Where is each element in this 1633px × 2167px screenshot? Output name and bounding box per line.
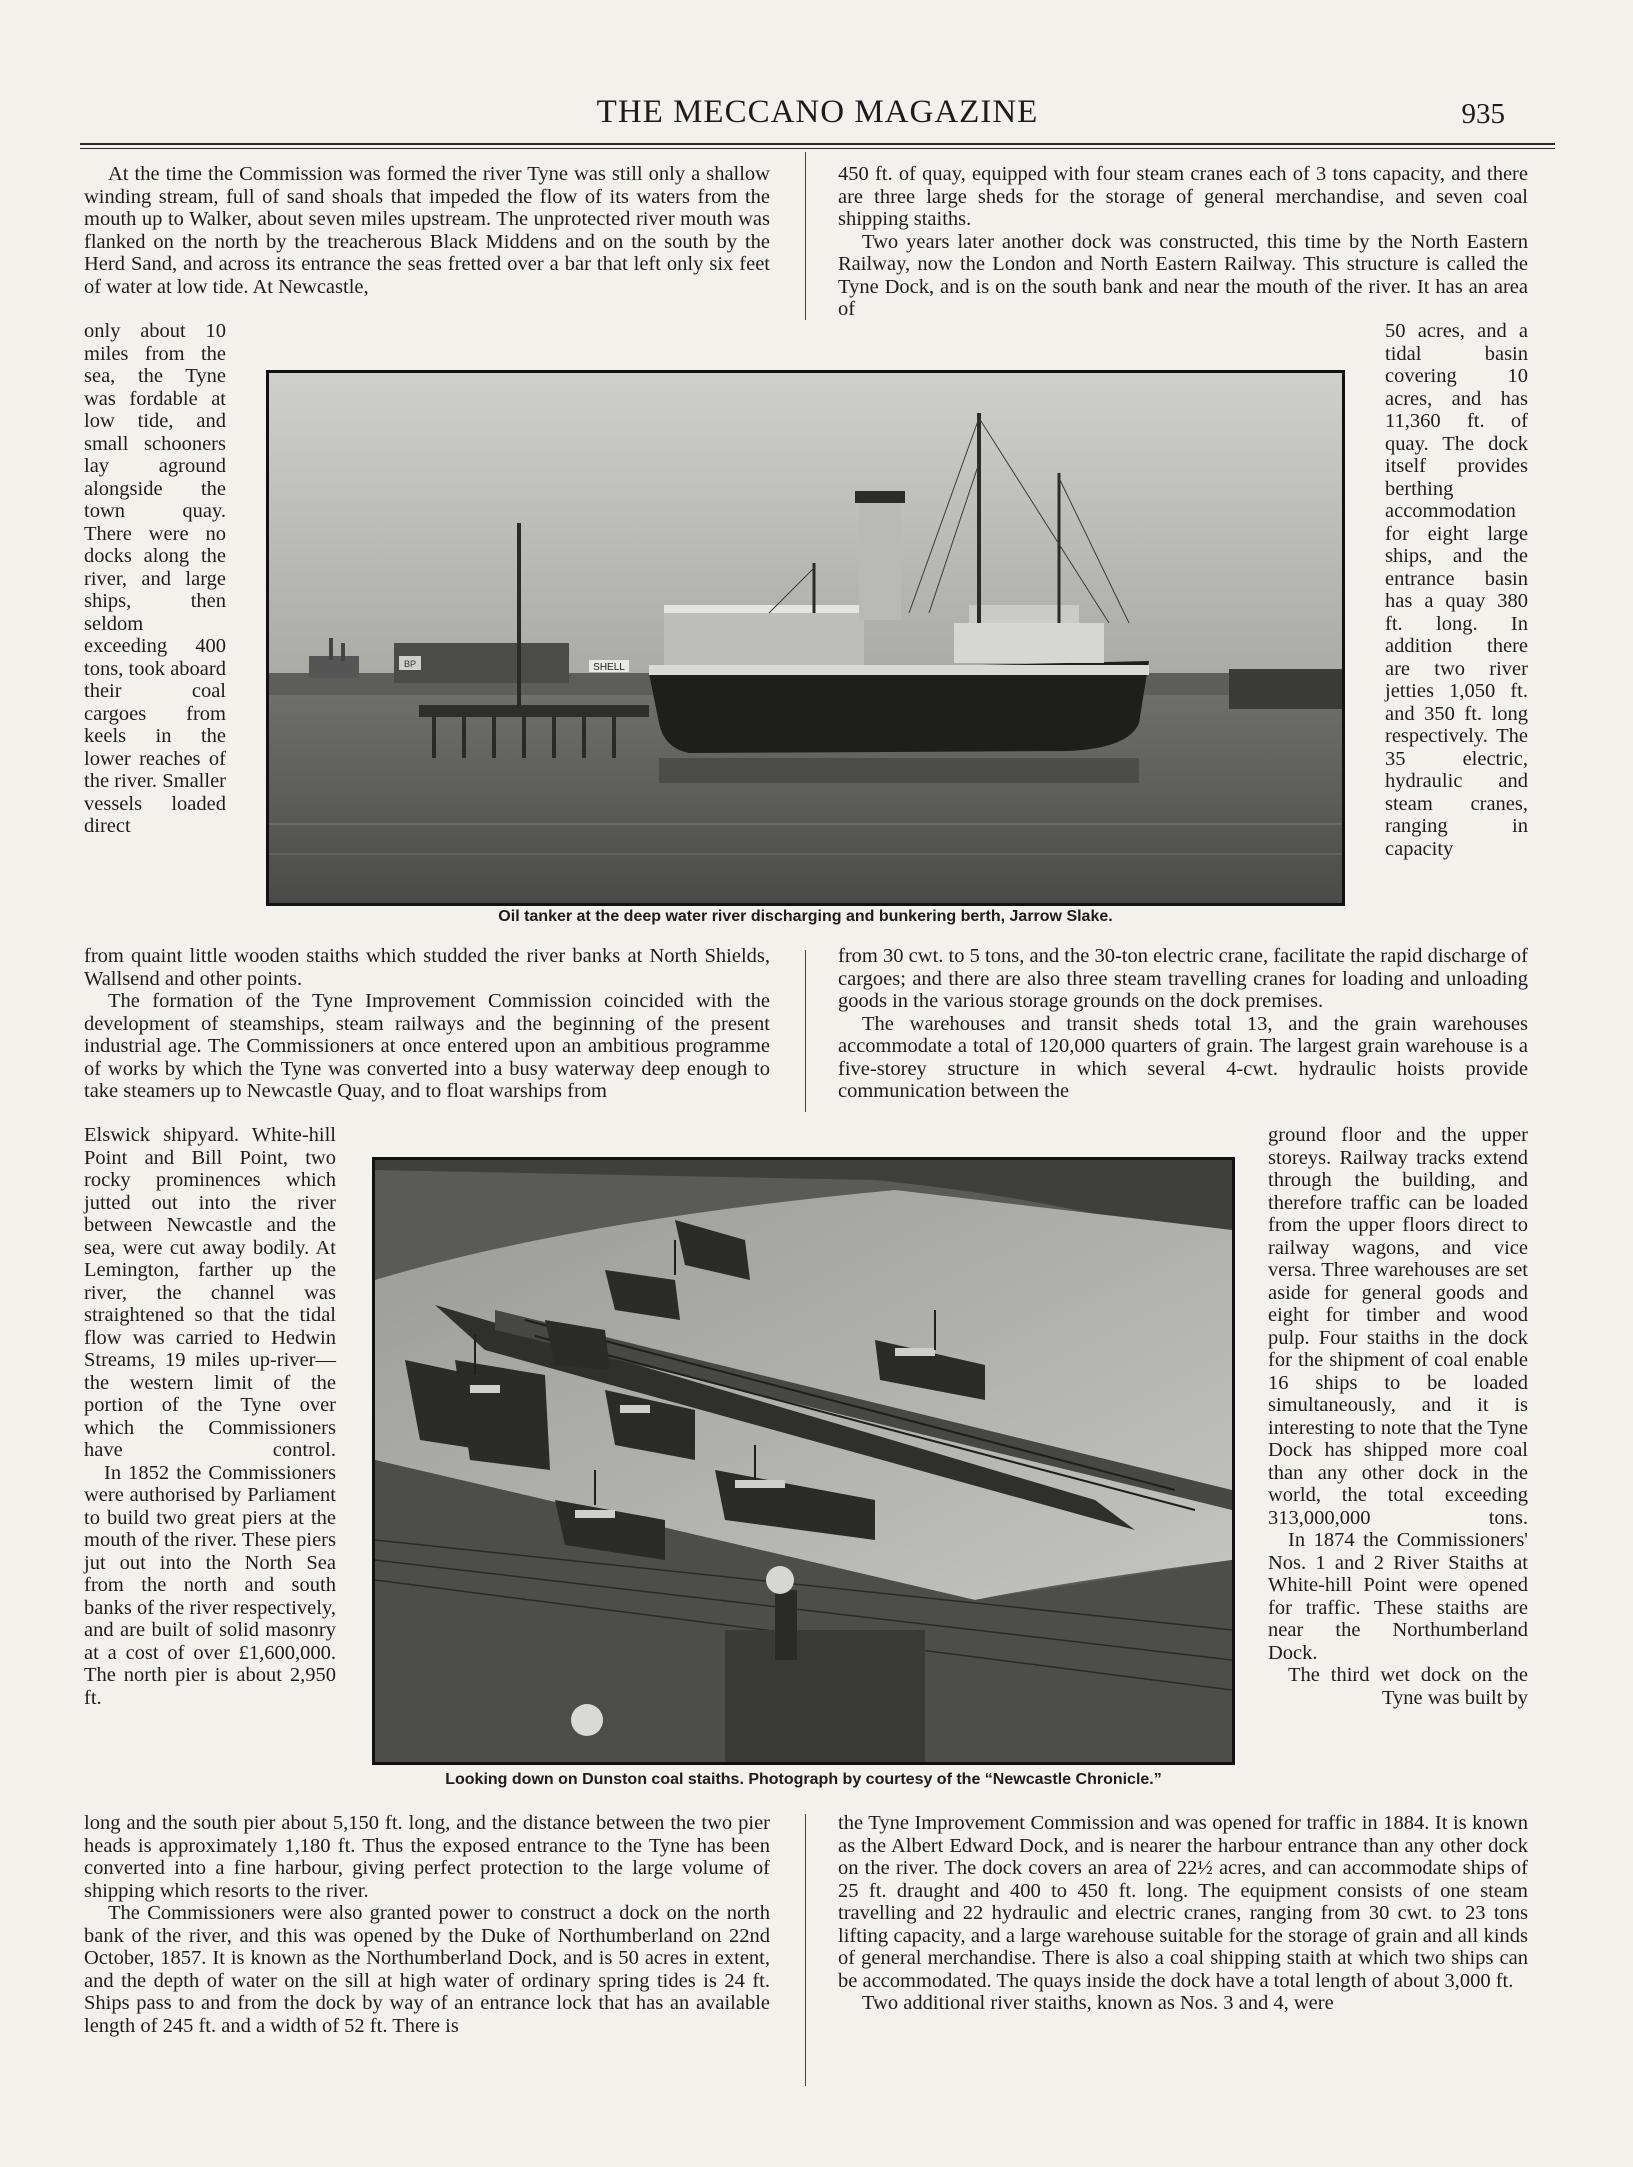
paragraph: 450 ft. of quay, equipped with four steam cranes each of 3 tons capacity, and there are three large sheds for the storage of general merchandise, and seven coal shipping staiths. xyxy=(838,163,1528,230)
paragraph: In 1874 the Commissioners' Nos. 1 and 2 River Staiths at White-hill Point were opened for traffic. These staiths are near the Northumberland Dock. xyxy=(1268,1529,1528,1664)
paragraph: The warehouses and transit sheds total 13, and the grain warehouses accommodate a total of 120,000 quarters of grain. The largest grain warehouse is a five-storey structure in which several 4-cwt. hydraulic hoists provide communication between the xyxy=(838,1012,1528,1102)
paragraph: the Tyne Improvement Commission and was opened for traffic in 1884. It is known as the Albert Edward Dock, and is nearer the harbour entrance than any other dock on the river. The dock covers an area of 22½ acres, and can accommodate ships of 25 ft. draught and 400 to 450 ft. long. The equipment consists of one steam travelling and 22 hydraulic and electric cranes, ranging from 30 cwt. to 23 tons lifting capacity, and a large warehouse suitable for the storage of grain and all kinds of general merchandise. There is also a coal shipping staith at which two ships can be accommodated. The quays inside the dock have a total length of about 3,000 ft. xyxy=(838,1812,1528,1992)
paragraph: The formation of the Tyne Improvement Commission coincided with the development of steamships, steam railways and the beginning of the present industrial age. The Commissioners at once entered upon an ambitious programme of works by which the Tyne was converted into a busy waterway deep enough to take steamers up to Newcastle Quay, and to float warships from xyxy=(84,990,770,1102)
paragraph: long and the south pier about 5,150 ft. long, and the distance between the two pier heads is approximately 1,180 ft. Thus the exposed entrance to the Tyne has been converted into a fine harbour, giving perfect protection to the large volume of shipping which resorts to the river. xyxy=(84,1812,770,1902)
tanker-photo-caption: Oil tanker at the deep water river discharging and bunkering berth, Jarrow Slake. xyxy=(498,908,1113,925)
right-column-bottom xyxy=(838,1812,1528,2015)
paragraph: only about 10 miles from the sea, the Tyne was fordable at low tide, and small schooners lay aground alongside the town quay. There were no docks along the river, and large ships, then seldom exceeding 400 tons, took aboard their coal cargoes from keels in the lower reaches of the river. Smaller vessels loaded direct xyxy=(84,320,226,837)
paragraph: In 1852 the Commissioners were authorised by Parliament to build two great piers at the mouth of the river. These piers jut out into the North Sea from the north and south banks of the river respectively, and are built of solid masonry at a cost of over £1,600,000. The north pier is about 2,950 ft. xyxy=(84,1461,336,1709)
staiths-photo-caption: Looking down on Dunston coal staiths. Photograph by courtesy of the “Newcastle Chronicle.” xyxy=(445,1771,1162,1788)
column-divider xyxy=(805,152,806,320)
paragraph: The Commissioners were also granted power to construct a dock on the north bank of the river, and this was opened by the Duke of Northumberland on 22nd October, 1857. It is known as the Northumberland Dock, and is 50 acres in extent, and the depth of water on the sill at high water of ordinary spring tides is 24 ft. Ships pass to and from the dock by way of an entrance lock that has an available length of 245 ft. and a width of 52 ft. There is xyxy=(84,1902,770,2037)
right-narrow-column xyxy=(1385,320,1528,860)
left-column-top xyxy=(84,163,770,298)
paragraph: 50 acres, and a tidal basin covering 10 acres, and has 11,360 ft. of quay. The dock itself provides berthing accommodation for eight large ships, and the entrance basin has a quay 380 ft. long. In addition there are two river jetties 1,050 ft. and 350 ft. long respectively. The 35 electric, hydraulic and steam cranes, ranging in capacity xyxy=(1385,320,1528,860)
page-number: 935 xyxy=(1461,98,1505,130)
paragraph: Two years later another dock was constructed, this time by the North Eastern Railway, now the London and North Eastern Railway. This structure is called the Tyne Dock, and is on the south bank and near the mouth of the river. It has an area of xyxy=(838,230,1528,320)
header-rule-thin xyxy=(80,148,1555,149)
paragraph: from 30 cwt. to 5 tons, and the 30-ton electric crane, facilitate the rapid discharge of cargoes; and there are also three steam travelling cranes for loading and unloading goods in the various storage grounds on the dock premises. xyxy=(838,945,1528,1012)
page-header xyxy=(80,92,1555,142)
paragraph: ground floor and the upper storeys. Railway tracks extend through the building, and therefore traffic can be loaded from the upper floors direct to railway wagons, and vice versa. Three warehouses are set aside for general goods and eight for timber and wood pulp. Four staiths in the dock for the shipment of coal enable 16 ships to be loaded simultaneously, and it is interesting to note that the Tyne Dock has shipped more coal than any other dock in the world, the total exceeding 313,000,000 tons. xyxy=(1268,1124,1528,1529)
column-divider xyxy=(805,950,806,1112)
left-narrow-column-2 xyxy=(84,1124,336,1709)
left-column-bottom xyxy=(84,1812,770,2037)
paragraph: At the time the Commission was formed the river Tyne was still only a shallow winding stream, full of sand shoals that impeded the flow of its waters from the mouth up to Walker, about seven miles upstream. The unprotected river mouth was flanked on the north by the treacherous Black Middens and on the south by the Herd Sand, and across its entrance the seas fretted over a bar that left only six feet of water at low tide. At Newcastle, xyxy=(84,163,770,298)
column-divider xyxy=(805,1814,806,2086)
right-column-middle xyxy=(838,945,1528,1103)
bp-sign: BP xyxy=(403,659,417,669)
tanker-photo xyxy=(266,370,1345,906)
paragraph: Elswick shipyard. White-hill Point and Bill Point, two rocky prominences which jutted out into the river between Newcastle and the sea, were cut away bodily. At Lemington, farther up the river, the channel was straightened so that the tidal flow was carried to Hedwin Streams, 19 miles up-river—the western limit of the portion of the Tyne over which the Commissioners have control. xyxy=(84,1124,336,1461)
paragraph: from quaint little wooden staiths which studded the river banks at North Shields, Wallsend and other points. xyxy=(84,945,770,990)
magazine-title: THE MECCANO MAGAZINE xyxy=(596,94,1039,130)
header-rule xyxy=(80,143,1555,145)
shell-sign: SHELL xyxy=(593,662,625,673)
staiths-photo-image xyxy=(375,1160,1232,1762)
left-column-middle xyxy=(84,945,770,1103)
paragraph: The third wet dock on the Tyne was built by xyxy=(1288,1664,1528,1709)
left-narrow-column xyxy=(84,320,226,838)
tanker-photo-image xyxy=(269,373,1342,903)
right-narrow-column-2 xyxy=(1268,1124,1528,1709)
staiths-photo xyxy=(372,1157,1235,1765)
paragraph: Two additional river staiths, known as Nos. 3 and 4, were xyxy=(862,1992,1334,2014)
right-column-top xyxy=(838,163,1528,321)
